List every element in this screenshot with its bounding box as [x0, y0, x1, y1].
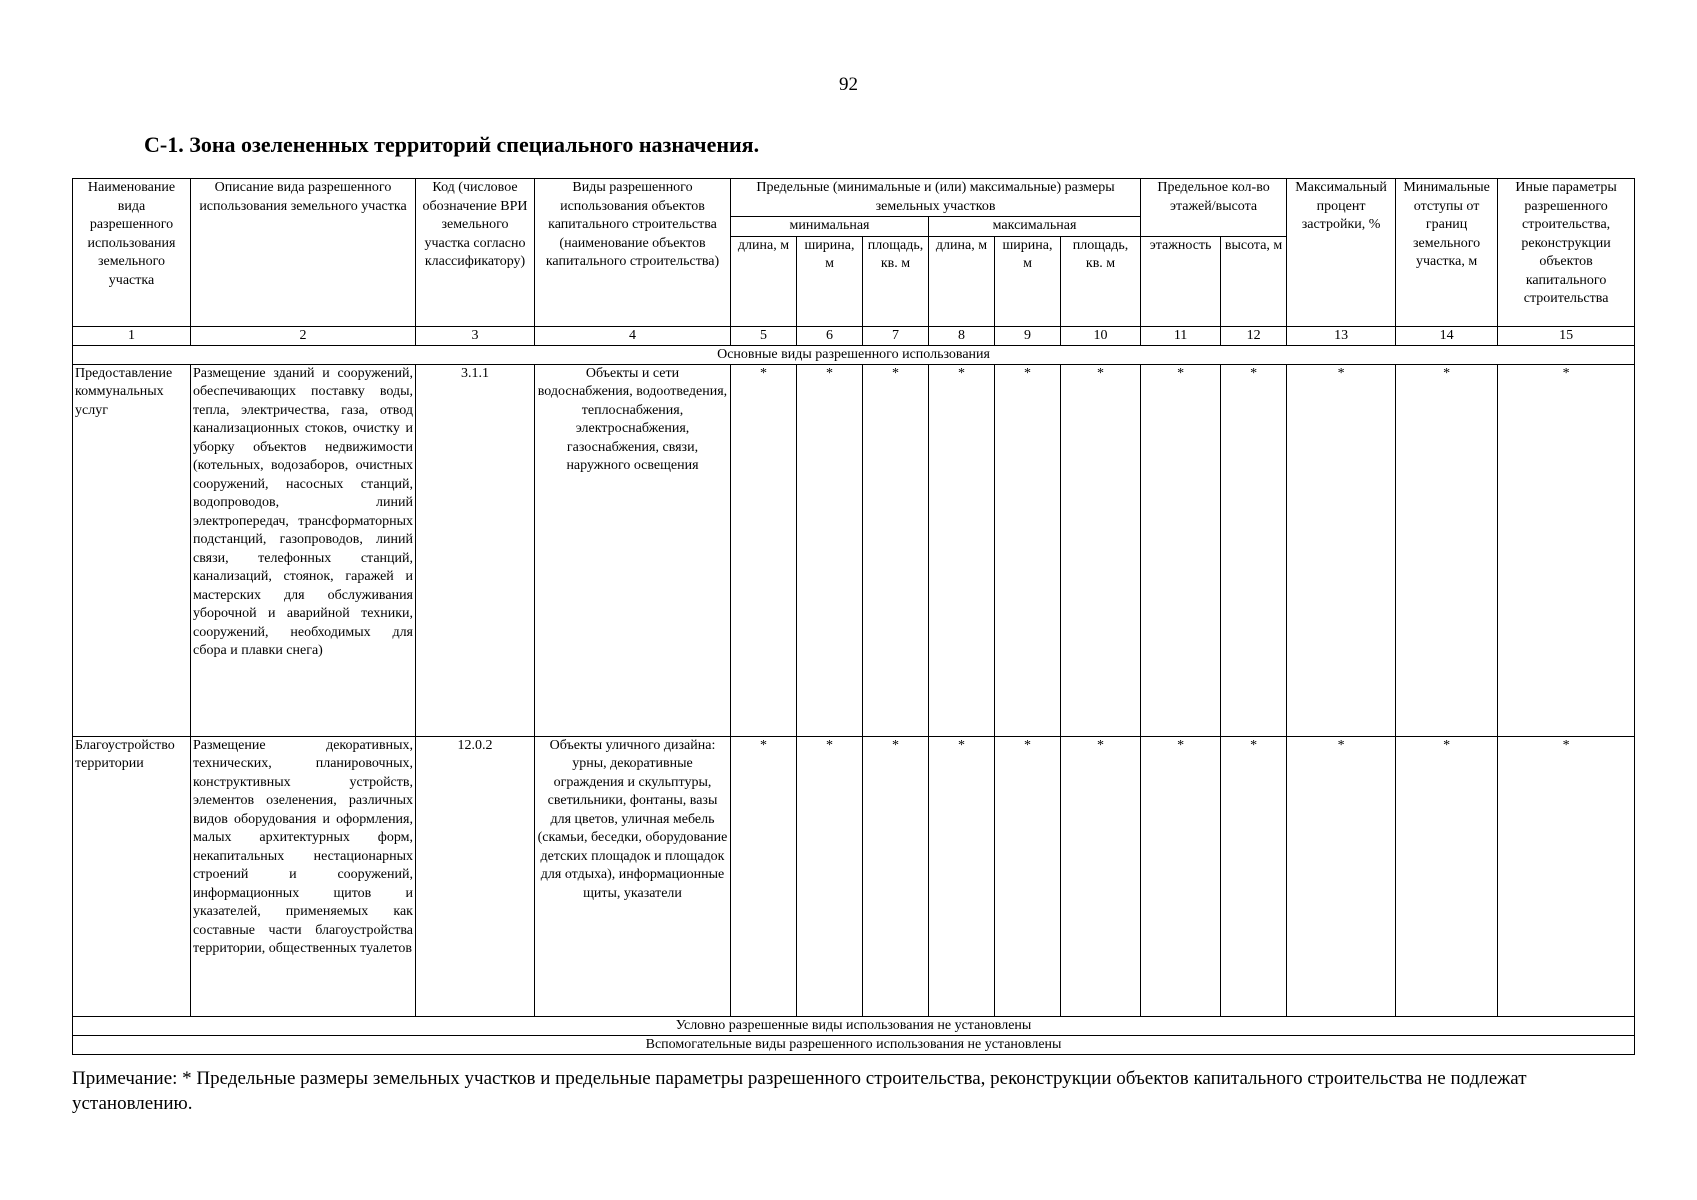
header-height: высота, м	[1221, 236, 1287, 326]
param-cell: *	[1141, 364, 1221, 736]
param-cell: *	[1396, 364, 1498, 736]
header-floors: этажность	[1141, 236, 1221, 326]
param-cell: *	[995, 736, 1061, 1016]
column-number: 15	[1498, 326, 1635, 345]
column-number: 12	[1221, 326, 1287, 345]
header-floors-group: Предельное кол-во этажей/высота	[1141, 179, 1287, 237]
column-number: 8	[929, 326, 995, 345]
param-cell: *	[731, 736, 797, 1016]
header-description: Описание вида разрешенного использования земельного участка	[191, 179, 416, 327]
section-conditional-uses: Условно разрешенные виды использования не установлены	[73, 1016, 1635, 1035]
column-number: 13	[1287, 326, 1396, 345]
header-setbacks: Минимальные отступы от границ земельного участка, м	[1396, 179, 1498, 327]
header-min-length: длина, м	[731, 236, 797, 326]
table-row	[73, 364, 1635, 736]
param-cell: *	[929, 736, 995, 1016]
column-number: 5	[731, 326, 797, 345]
column-number: 7	[863, 326, 929, 345]
header-build-percent: Максимальный процент застройки, %	[1287, 179, 1396, 327]
use-objects: Объекты и сети водоснабжения, водоотведения, теплоснабжения, электроснабжения, газоснабжения, связи, наружного освещения	[535, 364, 731, 736]
param-cell: *	[1221, 736, 1287, 1016]
table-row	[73, 736, 1635, 1016]
document-title: С-1. Зона озелененных территорий специального назначения.	[144, 132, 760, 157]
section-row	[73, 1035, 1635, 1054]
use-description: Размещение декоративных, технических, планировочных, конструктивных устройств, элементов озеленения, различных видов оборудования и оформления, малых архитектурных форм, некапитальных нестационарных строений и сооружений, информационных щитов и указателей, применяемых как составные части благоустройства территории, общественных туалетов	[191, 736, 416, 1016]
param-cell: *	[1498, 736, 1635, 1016]
param-cell: *	[863, 364, 929, 736]
column-number: 14	[1396, 326, 1498, 345]
param-cell: *	[1396, 736, 1498, 1016]
header-min-width: ширина, м	[797, 236, 863, 326]
param-cell: *	[1498, 364, 1635, 736]
param-cell: *	[1287, 736, 1396, 1016]
section-main-uses: Основные виды разрешенного использования	[73, 345, 1635, 364]
column-number: 10	[1061, 326, 1141, 345]
param-cell: *	[1061, 364, 1141, 736]
header-max-area: площадь, кв. м	[1061, 236, 1141, 326]
header-max-width: ширина, м	[995, 236, 1061, 326]
param-cell: *	[797, 736, 863, 1016]
footnote-line-2: установлению.	[72, 1093, 193, 1114]
param-cell: *	[731, 364, 797, 736]
footnote	[72, 1066, 1634, 1116]
zoning-table	[72, 178, 1635, 1055]
use-name: Благоустройство территории	[73, 736, 191, 1016]
header-min-area: площадь, кв. м	[863, 236, 929, 326]
param-cell: *	[863, 736, 929, 1016]
header-code: Код (числовое обозначение ВРИ земельного участка согласно классификатору)	[416, 179, 535, 327]
header-max-length: длина, м	[929, 236, 995, 326]
footnote-line-1: Примечание: * Предельные размеры земельных участков и предельные параметры разрешенного строительства, реконструкции объектов капитального строительства не подлежат	[72, 1068, 1527, 1089]
column-number: 1	[73, 326, 191, 345]
column-number: 11	[1141, 326, 1221, 345]
param-cell: *	[1061, 736, 1141, 1016]
param-cell: *	[1221, 364, 1287, 736]
section-row	[73, 345, 1635, 364]
use-name: Предоставление коммунальных услуг	[73, 364, 191, 736]
header-plot-sizes: Предельные (минимальные и (или) максимальные) размеры земельных участков	[731, 179, 1141, 217]
column-numbers-row	[73, 326, 1635, 345]
section-row	[73, 1016, 1635, 1035]
param-cell: *	[995, 364, 1061, 736]
use-objects: Объекты уличного дизайна: урны, декоративные ограждения и скульптуры, светильники, фонтаны, вазы для цветов, уличная мебель (скамьи, беседки, оборудование детских площадок и площадок для отдыха), информационные щиты, указатели	[535, 736, 731, 1016]
section-auxiliary-uses: Вспомогательные виды разрешенного использования не установлены	[73, 1035, 1635, 1054]
use-code: 12.0.2	[416, 736, 535, 1016]
param-cell: *	[797, 364, 863, 736]
header-other-params: Иные параметры разрешенного строительства, реконструкции объектов капитального строительства	[1498, 179, 1635, 327]
column-number: 3	[416, 326, 535, 345]
header-minimum: минимальная	[731, 217, 929, 237]
header-name: Наименование вида разрешенного использования земельного участка	[73, 179, 191, 327]
column-number: 2	[191, 326, 416, 345]
use-description: Размещение зданий и сооружений, обеспечивающих поставку воды, тепла, электричества, газа, отвод канализационных стоков, очистку и уборку объектов недвижимости (котельных, водозаборов, очистных сооружений, насосных станций, водопроводов, линий электропередач, трансформаторных подстанций, газопроводов, линий связи, телефонных станций, канализаций, стоянок, гаражей и мастерских для обслуживания уборочной и аварийной техники, сооружений, необходимых для сбора и плавки снега)	[191, 364, 416, 736]
page-number: 92	[839, 74, 858, 95]
header-objects: Виды разрешенного использования объектов капитального строительства (наименование объектов капитального строительства)	[535, 179, 731, 327]
param-cell: *	[1141, 736, 1221, 1016]
header-row-1	[73, 179, 1635, 217]
header-maximum: максимальная	[929, 217, 1141, 237]
param-cell: *	[1287, 364, 1396, 736]
use-code: 3.1.1	[416, 364, 535, 736]
param-cell: *	[929, 364, 995, 736]
column-number: 6	[797, 326, 863, 345]
column-number: 9	[995, 326, 1061, 345]
column-number: 4	[535, 326, 731, 345]
